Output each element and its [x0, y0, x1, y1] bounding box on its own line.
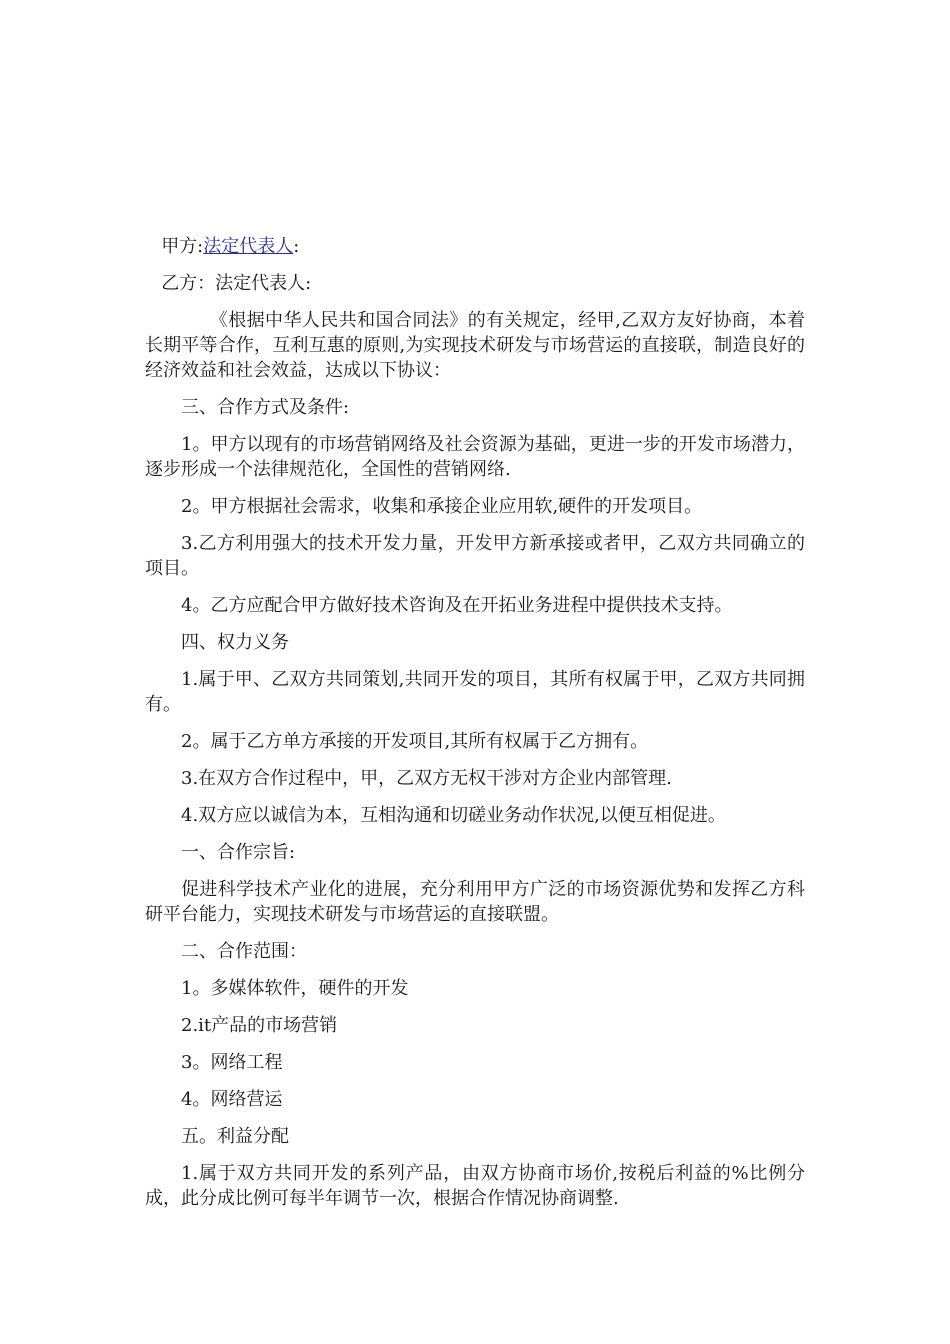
section-heading-cooperation-method: 三、合作方式及条件: — [181, 397, 350, 418]
contract-document — [145, 234, 805, 1223]
clause-paragraph: 2。属于乙方单方承接的开发项目,其所有权属于乙方拥有。 — [181, 731, 649, 752]
clause-paragraph: 1。甲方以现有的市场营销网络及社会资源为基础，更进一步的开发市场潜力，逐步形成一个法律规范化，全国性的营销网络. — [145, 434, 805, 480]
clause-paragraph: 2.it产品的市场营销 — [181, 1015, 338, 1036]
clause-paragraph: 3。网络工程 — [181, 1052, 283, 1073]
section-heading-profit-sharing: 五。利益分配 — [181, 1126, 289, 1147]
clause-paragraph: 2。甲方根据社会需求，收集和承接企业应用软,硬件的开发项目。 — [181, 496, 703, 517]
legal-representative-link[interactable]: 法定代表人 — [203, 236, 294, 257]
clause-paragraph: 1.属于甲、乙双方共同策划,共同开发的项目，其所有权属于甲，乙双方共同拥有。 — [145, 669, 805, 715]
party-a-label: 甲方: — [161, 236, 204, 257]
section-heading-purpose: 一、合作宗旨: — [181, 842, 296, 863]
section-heading-scope: 二、合作范围： — [181, 941, 307, 962]
section-heading-rights-obligations: 四、权力义务 — [181, 632, 289, 653]
clause-paragraph: 3.乙方利用强大的技术开发力量，开发甲方新承接或者甲，乙双方共同确立的项目。 — [145, 533, 805, 579]
clause-paragraph: 4。网络营运 — [181, 1089, 283, 1110]
clause-paragraph: 1。多媒体软件，硬件的开发 — [181, 978, 409, 999]
clause-paragraph: 4。乙方应配合甲方做好技术咨询及在开拓业务进程中提供技术支持。 — [181, 595, 733, 616]
party-b-line: 乙方：法定代表人: — [161, 273, 312, 294]
clause-paragraph: 4.双方应以诚信为本，互相沟通和切磋业务动作状况,以便互相促进。 — [181, 805, 726, 826]
preamble-paragraph: 《根据中华人民共和国合同法》的有关规定，经甲,乙双方友好协商，本着长期平等合作，互利互惠的原则,为实现技术研发与市场营运的直接联，制造良好的经济效益和社会效益，达成以下协议： — [145, 310, 805, 381]
party-a-line — [145, 234, 805, 259]
clause-paragraph: 1.属于双方共同开发的系列产品，由双方协商市场价,按税后利益的%比例分成，此分成比例可每半年调节一次，根据合作情况协商调整. — [145, 1163, 805, 1209]
clause-paragraph: 3.在双方合作过程中，甲，乙双方无权干涉对方企业内部管理. — [181, 768, 672, 789]
clause-paragraph: 促进科学技术产业化的进展，充分利用甲方广泛的市场资源优势和发挥乙方科研平台能力，实现技术研发与市场营运的直接联盟。 — [145, 879, 805, 925]
party-a-suffix: : — [293, 236, 300, 257]
